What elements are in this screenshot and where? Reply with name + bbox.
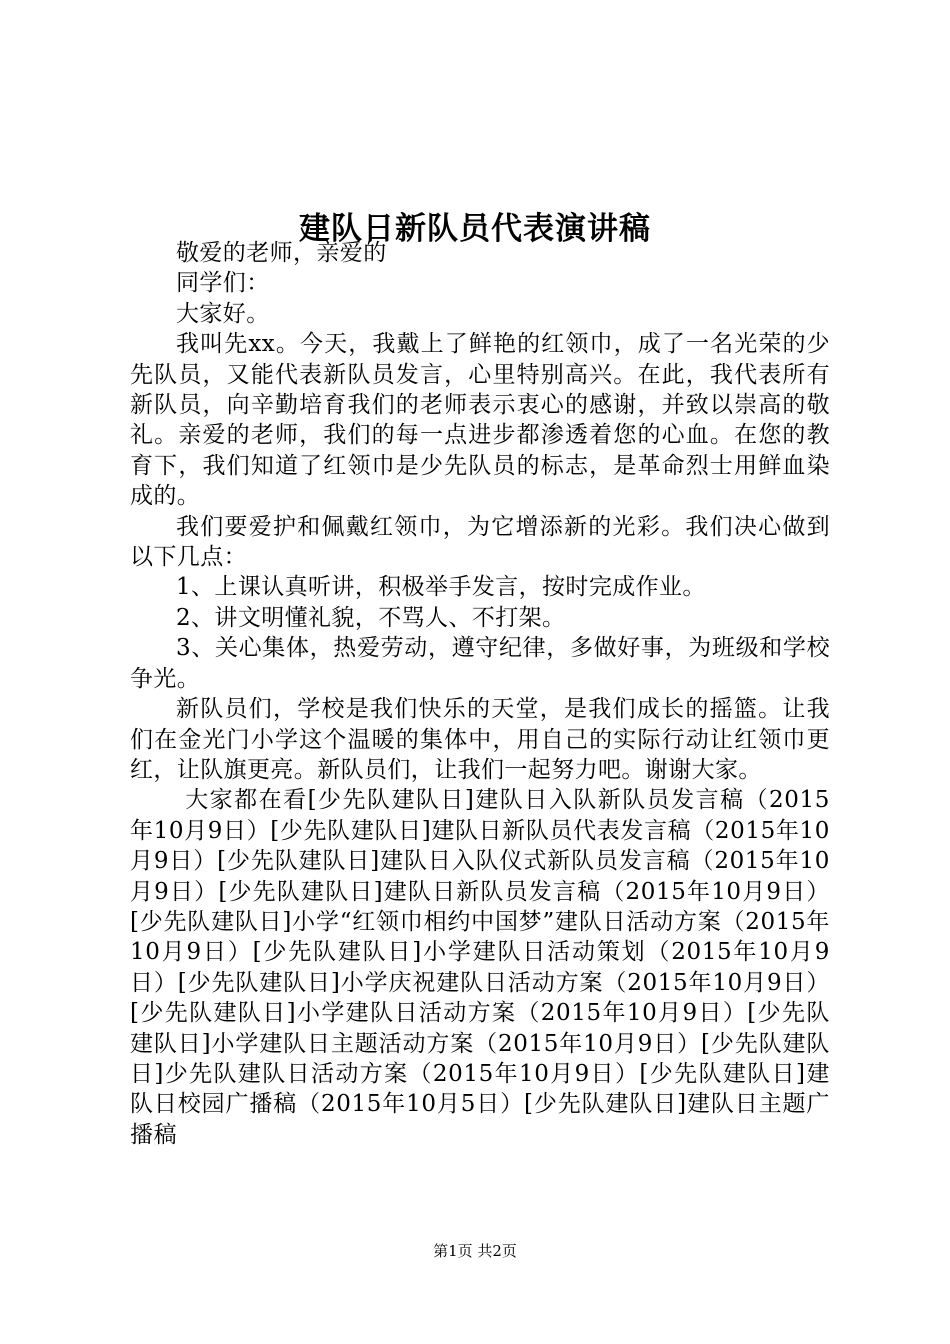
salutation-line-1: 敬爱的老师，亲爱的 [176, 240, 387, 266]
paragraph-resolve: 我们要爱护和佩戴红领巾，为它增添新的光彩。我们决心做到以下几点： [130, 513, 830, 571]
document-body [130, 238, 830, 1150]
paragraph-intro: 我叫先xx。今天，我戴上了鲜艳的红领巾，成了一名光荣的少先队员，又能代表新队员发言，心里特别高兴。在此，我代表所有新队员，向辛勤培育我们的老师表示衷心的感谢，并致以崇高的敬礼。亲爱的老师，我们的每一点进步都渗透着您的心血。在您的教育下，我们知道了红领巾是少先队员的标志，是革命烈士用鲜血染成的。 [130, 331, 830, 510]
greeting: 大家好。 [176, 300, 270, 327]
list-item-1: 1、上课认真听讲，积极举手发言，按时完成作业。 [176, 574, 706, 601]
salutation-line-2: 同学们： [176, 270, 270, 297]
list-item-2: 2、讲文明懂礼貌，不骂人、不打架。 [176, 604, 566, 631]
list-item-3: 3、关心集体，热爱劳动，遵守纪律，多做好事，为班级和学校争光。 [130, 635, 830, 692]
paragraph-closing: 新队员们，学校是我们快乐的天堂，是我们成长的摇篮。让我们在金光门小学这个温暖的集体中，用自己的实际行动让红领巾更红，让队旗更亮。新队员们，让我们一起努力吧。谢谢大家。 [130, 696, 830, 783]
related-articles: 大家都在看[少先队建队日]建队日入队新队员发言稿（2015年10月9日）[少先队建队日]建队日新队员代表发言稿（2015年10月9日）[少先队建队日]建队日入队仪式新队员发言稿（2015年10月9日）[少先队建队日]建队日新队员发言稿（2015年10月9日）[少先队建队日]小学“红领巾相约中国梦”建队日活动方案（2015年10月9日）[少先队建队日]小学建队日活动策划（2015年10月9日）[少先队建队日]小学庆祝建队日活动方案（2015年10月9日）[少先队建队日]小学建队日活动方案（2015年10月9日）[少先队建队日]小学建队日主题活动方案（2015年10月9日）[少先队建队日]少先队建队日活动方案（2015年10月9日）[少先队建队日]建队日校园广播稿（2015年10月5日）[少先队建队日]建队日主题广播稿 [130, 787, 830, 1148]
page-title: 建队日新队员代表演讲稿 [299, 210, 651, 247]
page-footer: 第1页 共2页 [433, 1242, 517, 1260]
